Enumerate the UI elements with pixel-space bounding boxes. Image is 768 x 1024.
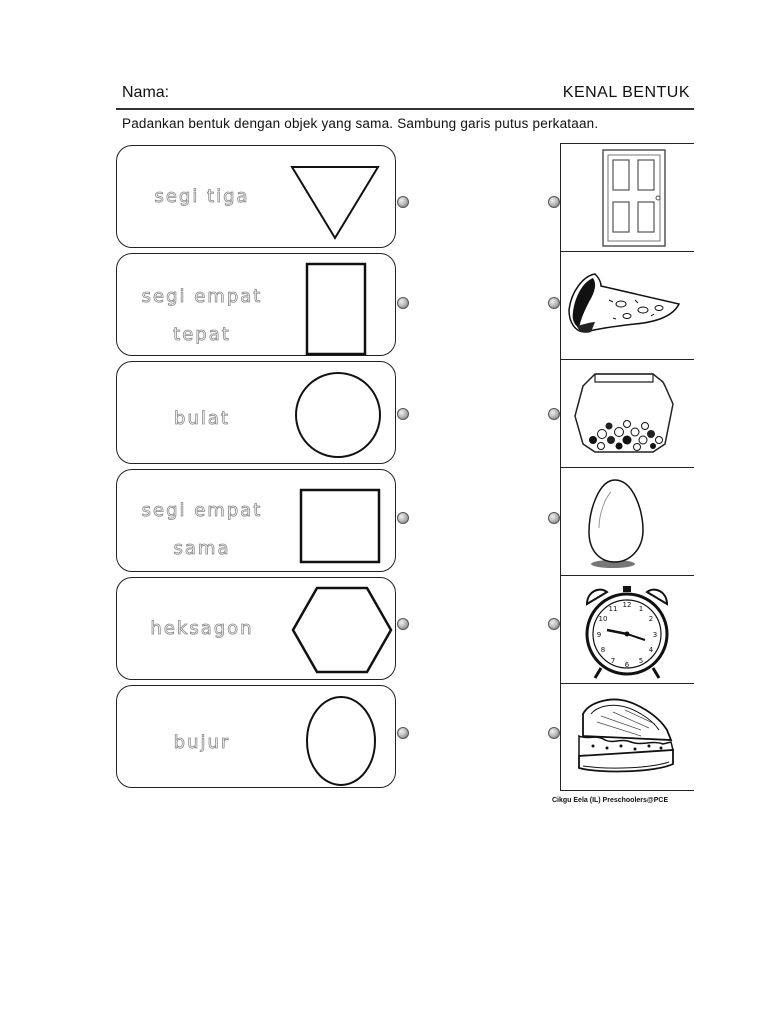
square-shape — [297, 486, 383, 566]
picture-cell — [560, 683, 694, 791]
right-connector-dot[interactable] — [548, 618, 560, 630]
sandwich-icon — [561, 684, 695, 792]
instruction-text: Padankan bentuk dengan objek yang sama. Sambung garis putus perkataan. — [122, 116, 599, 131]
shape-label: bujur — [173, 732, 231, 753]
picture-cell — [560, 143, 694, 251]
alarm-clock-icon — [561, 576, 695, 684]
right-connector-dot[interactable] — [548, 196, 560, 208]
worksheet-title: KENAL BENTUK — [562, 84, 690, 101]
candy-jar-icon — [561, 360, 695, 468]
name-label: Nama: — [122, 84, 170, 101]
svg-text:11: 11 — [608, 605, 618, 613]
shape-card-hexagon — [116, 577, 396, 680]
svg-text:6: 6 — [624, 661, 630, 669]
worksheet-header — [122, 84, 694, 108]
svg-text:4: 4 — [648, 646, 654, 654]
shape-card-circle — [116, 361, 396, 464]
left-connector-dot[interactable] — [397, 512, 409, 524]
picture-cell — [560, 359, 694, 467]
picture-column — [560, 143, 694, 791]
left-connector-dot[interactable] — [397, 196, 409, 208]
left-connector-dot[interactable] — [397, 297, 409, 309]
shape-card-square — [116, 469, 396, 572]
circle-shape — [293, 370, 383, 460]
picture-cell — [560, 575, 694, 683]
shape-label: segi empat — [141, 286, 263, 307]
right-connector-dot[interactable] — [548, 512, 560, 524]
egg-icon — [561, 468, 695, 576]
hexagon-shape — [289, 584, 393, 676]
svg-text:3: 3 — [652, 631, 658, 639]
shape-label: segi tiga — [154, 186, 250, 207]
svg-text:10: 10 — [598, 615, 608, 623]
door-icon — [561, 144, 695, 252]
shape-label: bulat — [174, 408, 230, 429]
header-divider — [116, 108, 694, 110]
pizza-slice-icon — [561, 252, 695, 360]
rectangle-shape — [303, 260, 369, 356]
svg-text:1: 1 — [638, 605, 644, 613]
svg-text:9: 9 — [596, 631, 602, 639]
svg-text:5: 5 — [638, 657, 644, 665]
svg-text:7: 7 — [610, 657, 616, 665]
shape-label: tepat — [173, 324, 231, 345]
right-connector-dot[interactable] — [548, 408, 560, 420]
picture-cell — [560, 251, 694, 359]
right-connector-dot[interactable] — [548, 297, 560, 309]
svg-text:2: 2 — [648, 615, 654, 623]
left-connector-dot[interactable] — [397, 618, 409, 630]
shape-label: segi empat — [141, 500, 263, 521]
shape-card-rectangle — [116, 253, 396, 356]
credit-text: Cikgu Eela (IL) Preschoolers@PCE — [552, 797, 669, 804]
svg-text:12: 12 — [622, 601, 632, 609]
triangle-shape — [287, 162, 383, 242]
picture-cell — [560, 467, 694, 575]
oval-shape — [303, 694, 379, 788]
left-connector-dot[interactable] — [397, 408, 409, 420]
left-connector-dot[interactable] — [397, 727, 409, 739]
shape-label: sama — [173, 538, 231, 559]
shape-label: heksagon — [150, 618, 254, 639]
svg-text:8: 8 — [600, 646, 606, 654]
right-connector-dot[interactable] — [548, 727, 560, 739]
shape-card-triangle — [116, 145, 396, 248]
shape-card-oval — [116, 685, 396, 788]
